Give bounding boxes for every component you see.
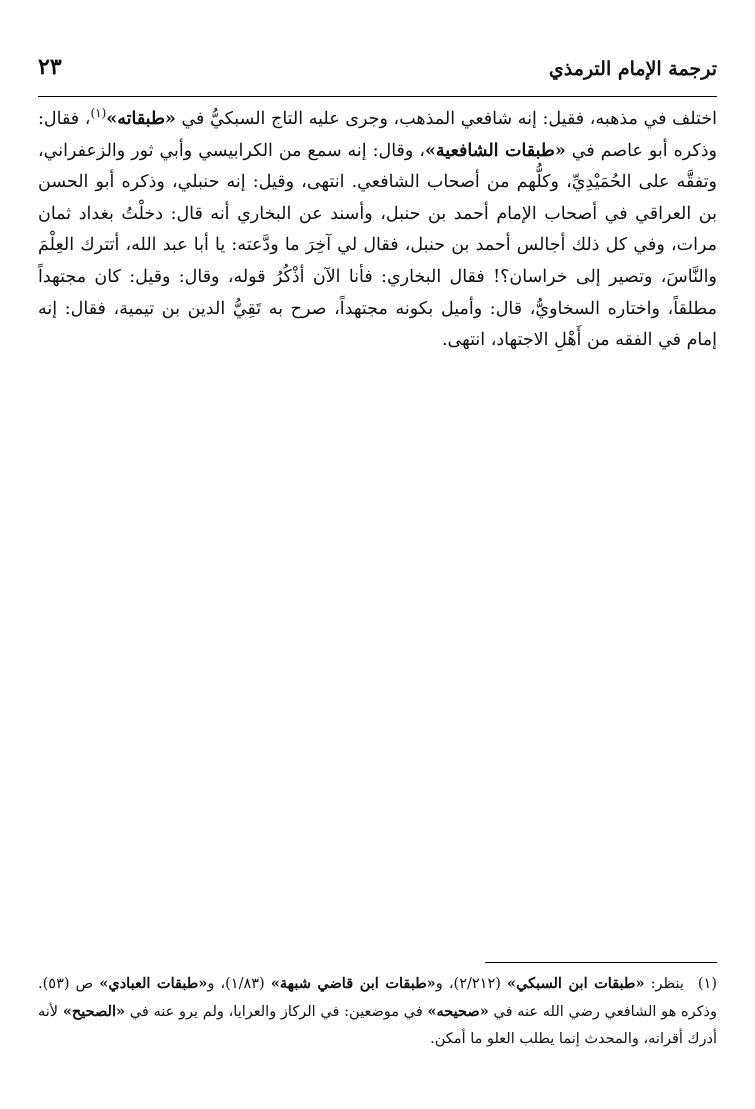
book-title-tabaqat-shafiiya: «طبقات الشافعية» (424, 140, 566, 161)
running-title: ترجمة الإمام الترمذي (548, 58, 717, 80)
text-run: (٢/٢١٢)، و (435, 976, 508, 992)
text-run: اختلف في مذهبه، فقيل: إنه شافعي المذهب، وجرى عليه التاج السبكيُّ في (175, 109, 718, 129)
book-title: «الصحيح» (62, 1003, 126, 1020)
text-run: (١/٨٣)، و (207, 976, 271, 992)
book-title: «طبقات العبادي» (99, 975, 208, 992)
page-header (38, 52, 717, 92)
text-run: ص (٥٣). وذكره هو الشافعي رضي الله عنه في (38, 976, 717, 1020)
footnote-number: (١) (697, 976, 717, 992)
footnote-reference[interactable]: (١) (90, 106, 107, 121)
body-paragraph (38, 104, 717, 357)
main-text (38, 104, 717, 357)
text-run: لأنه أدرك أقرانه، والمحدث إنما يطلب العلو ما أمكن. (38, 1004, 717, 1047)
text-run: ، وقال: إنه سمع من الكرابيسي وأبي ثور والزعفراني، وتفقَّه على الحُمَيْدِيِّ، وكلُّهم من أصحاب الشافعي. انتهى، وقيل: إنه حنبلي، وذكره أبو الحسن بن العراقي في أصحاب الإمام أحمد بن حنبل، وأسند عن البخاري أنه قال: دخلْتُ بغداد ثمان مرات، وفي كل ذلك أجالس أحمد بن حنبل، فقال لي آخِرَ ما ودَّعته: يا أبا عبد الله، أتترك العِلْمَ والنَّاسَ، وتصير إلى خراسان؟! فقال البخاري: فأنا الآن أذْكُرُ قوله، وقال: وقيل: كان مجتهداً مطلقاً، واختاره السخاويُّ، قال: وأميل بكونه مجتهداً، صرح به تَقِيُّ الدين بن تيمية، فقال: إنه إمام في الفقه من أَهْلِ الاجتهاد، انتهى. (38, 140, 717, 351)
book-title: «صحيحه» (427, 1003, 489, 1020)
text-run: في موضعين: في الركاز والعرايا، ولم يرو عنه في (125, 1004, 428, 1020)
footnote (38, 970, 717, 1053)
text-run: فقال: وذكره أبو عاصم في (38, 109, 718, 161)
text-run: ، (79, 109, 91, 129)
text-run: ينظر: (644, 976, 684, 992)
footnote-rule (485, 962, 717, 963)
book-title: «طبقات ابن السبكي» (507, 975, 645, 992)
book-title-tabaqat: «طبقاته» (106, 109, 176, 129)
footnotes (38, 970, 717, 1053)
header-rule (38, 96, 717, 97)
page-number: ٢٣ (38, 54, 62, 80)
book-title: «طبقات ابن قاضي شبهة» (270, 975, 436, 992)
